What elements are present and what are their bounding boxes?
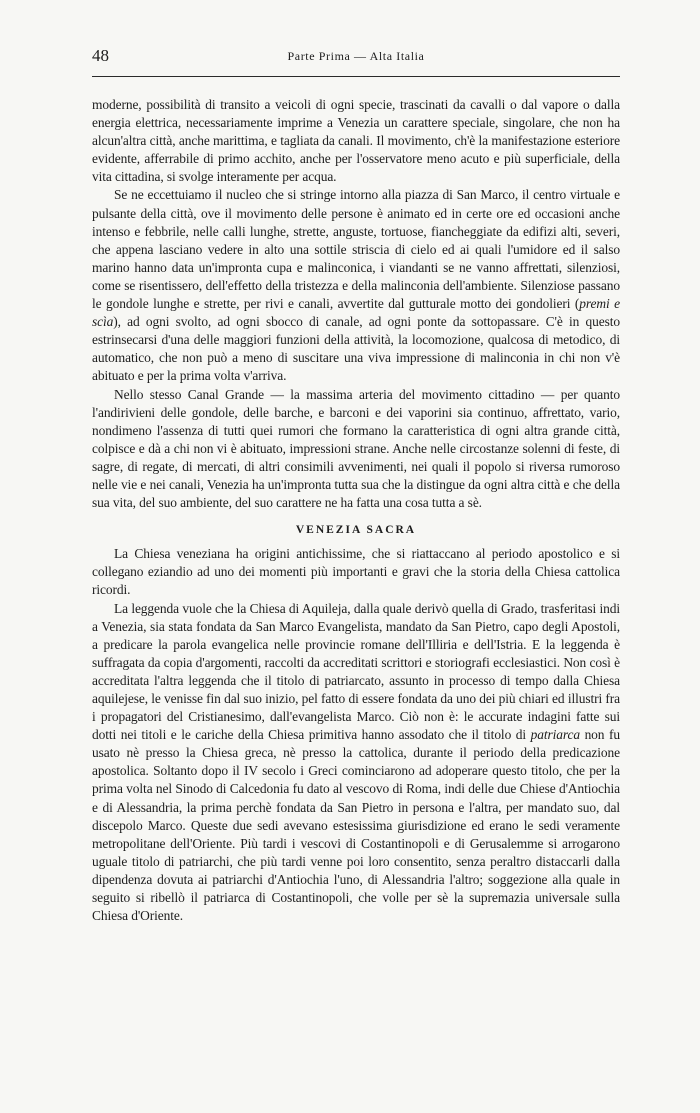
italic-text: patriarca (530, 727, 580, 743)
paragraph: moderne, possibilità di transito a veicoli di ogni specie, trascinati da cavalli o dal vapore o dalla energia elettrica, necessariamente imprime a Venezia un carattere speciale, singolare, che non ha alcun'altra città, anche marittima, e tagliata da canali. Il movimento, ch'è la manifestazione esteriore evidente, afferrabile di primo acchito, anche per l'osservatore meno acuto e più superficiale, della vita cittadina, si svolge interamente per acqua. (92, 97, 620, 185)
text-run: La leggenda vuole che la Chiesa di Aquileja, dalla quale derivò quella di Grado, trasferitasi indi a Venezia, sia stata fondata da San Marco Evangelista, mandato da San Pietro, capo degli Apostoli, a predicare la parola evangelica nelle provincie romane dell'Illiria e dell'Istria. E la leggenda è suffragata da copia d'argomenti, raccolti da accreditati scrittori e storiografi ecclesiastici. Non così è accreditata l'altra leggenda che il titolo di patriarcato, assunto in processo di tempo dalla Chiesa aquilejese, le venisse fin dal suo inizio, pel fatto di essere fondata da uno dei più chiari ed illustri fra i propagatori del Cristianesimo, dall'evangelista Marco. Ciò non è: le accurate indagini fatte sui dotti nei titoli e le cariche della Chiesa primitiva hanno assodato che il titolo di (92, 600, 620, 743)
italic-text: premi e scìa (92, 296, 621, 330)
paragraph (92, 186, 620, 385)
text-run: Se ne eccettuiamo il nucleo che si stringe intorno alla piazza di San Marco, il centro virtuale e pulsante della città, ove il movimento delle persone è animato ed in certe ore ed occasioni anche intenso e febbrile, nelle calli lunghe, strette, anguste, tortuose, fiancheggiate da edifizi alti, severi, che appena lasciano vedere in alto una sottile striscia di cielo ed ai quali l'umidore ed il salso marino hanno data un'impronta cupa e malinconica, i viandanti se ne vanno affrettati, silenziosi, come se risentissero, dell'effetto della tristezza e della malinconia dell'ambiente. Silenziose passano le gondole lunghe e strette, per rivi e canali, avvertite dal gutturale motto dei gondolieri ( (92, 187, 620, 312)
running-title: Parte Prima — Alta Italia (287, 49, 425, 63)
text-run: ), ad ogni svolto, ad ogni sbocco di canale, ad ogni ponte da sottopassare. C'è in questo estrinsecarsi d'una delle maggiori funzioni della attività, la locomozione, qualcosa di metodico, di automatico, che non può a meno di suscitare una viva impressione di malinconia in chi non v'è abituato e per la prima volta v'arriva. (92, 314, 620, 384)
body-text (92, 96, 620, 925)
section-heading: VENEZIA SACRA (295, 524, 417, 537)
page-number: 48 (92, 46, 109, 65)
paragraph: La Chiesa veneziana ha origini antichissime, che si riattaccano al periodo apostolico e si collegano eziandio ad uno dei momenti più importanti e gravi che la storia della Chiesa cattolica ricordi. (92, 546, 620, 598)
text-run: non fu usato nè presso la Chiesa greca, nè presso la cattolica, durante il periodo della predicazione apostolica. Soltanto dopo il IV secolo i Greci cominciarono ad adoperare questo titolo, che per la prima volta nel Sinodo di Calcedonia fu dato al vescovo di Roma, indi delle due Chiese d'Antiochia e di Alessandria, la prima perchè fondata da San Pietro in persona e l'altra, per mandato suo, dal discepolo Marco. Queste due sedi avevano estesissima giurisdizione ed erano le sedi veramente metropolitane dell'Oriente. Più tardi i vescovi di Costantinopoli e di Gerusalemme si arrogarono uguale titolo di patriarchi, che più tardi venne poi loro consentito, senza peraltro distaccarli dalla dipendenza dovuta ai patriarchi d'Antiochia l'uno, di Alessandria l'altro; soggezione alla quale in seguito si ribellò il patriarca di Costantinopoli, che volle per sè la supremazia universale sulla Chiesa d'Oriente. (92, 727, 620, 924)
page-header (92, 46, 620, 70)
paragraph (92, 600, 620, 926)
paragraph: Nello stesso Canal Grande — la massima arteria del movimento cittadino — per quanto l'andirivieni delle gondole, delle barche, e barconi e dei vaporini sia continuo, affrettato, vario, nondimeno l'assenza di tutti quei rumori che formano la caratteristica di ogni altra grande città, colpisce e dà a chi non vi è abituato, impressioni strane. Anche nelle circostanze solenni di feste, di sagre, di regate, di mercati, di altri consimili avvenimenti, nei quali il popolo si riversa rumoroso nelle vie e nei canali, Venezia ha un'impronta tutta sua che la distingue da ogni altra città e che della sua vita, del suo ambiente, del suo carattere ne ha fatta una cosa tutta a sè. (92, 386, 620, 511)
header-rule (92, 76, 620, 77)
